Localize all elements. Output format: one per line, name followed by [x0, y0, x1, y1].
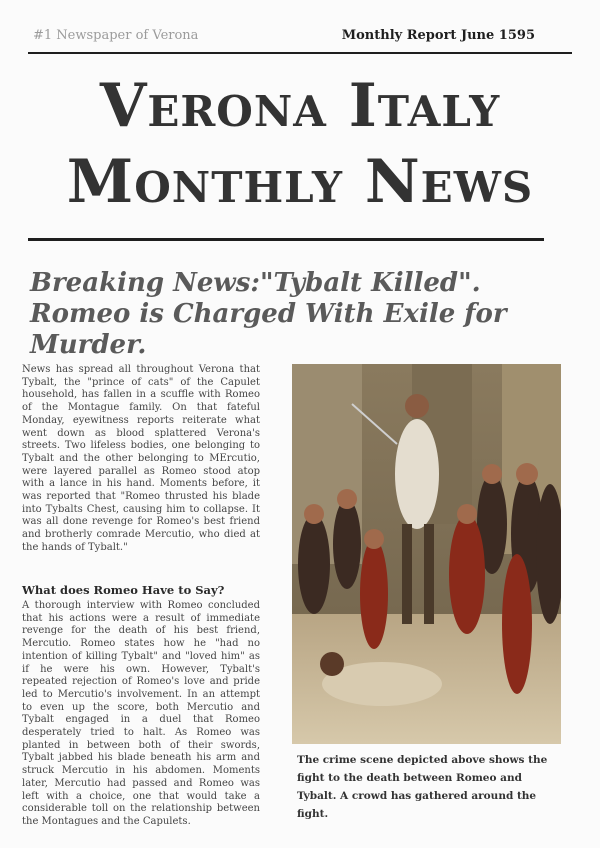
masthead-line-2: Monthly News [66, 147, 534, 217]
article-headline: Breaking News:"Tybalt Killed". Romeo is Charged With Exile for Murder. [30, 268, 507, 360]
photo-caption: The crime scene depicted above shows the fight to the death between Romeo and Tybalt. A crowd has gathered around the fight. [297, 754, 548, 820]
duel-scene-photo [292, 364, 561, 744]
issue-date: Monthly Report June 1595 [341, 28, 535, 43]
newspaper-tagline: #1 Newspaper of Verona [33, 28, 199, 43]
article-paragraph-2: A thorough interview with Romeo concluded that his actions were a result of immediate revenge for the death of his best friend, Mercutio. Romeo states how he "had no intention of killing Tybalt" and "loved him" as if he were his own. However, Tybalt's repeated rejection of Romeo's love and pride led to Mercutio's involvement. In an attempt to even up the score, both Mercutio and Tybalt engaged in a duel that Romeo desperately tried to halt. As Romeo was planted in between both of their swords, Tybalt jabbed his blade beneath his arm and struck Mercutio in his abdomen. Moments later, Mercutio had passed and Romeo was left with a choice, one that would take a considerable toll on the relationship between the Montagues and the Capulets. [22, 600, 260, 827]
masthead-title [0, 68, 600, 220]
masthead-rule [28, 238, 544, 241]
article-subheading: What does Romeo Have to Say? [22, 583, 225, 597]
masthead-line-1: Verona Italy [99, 71, 501, 141]
article-paragraph-1: News has spread all throughout Verona that Tybalt, the "prince of cats" of the Capulet household, has fallen in a scuffle with Romeo of the Montague family. On that fateful Monday, eyewitness reports reiterate what went down as blood splattered Verona's streets. Two lifeless bodies, one belonging to Tybalt and the other belonging to MErcutio, were layered parallel as Romeo stood atop with a lance in his hand. Moments before, it was reported that "Romeo thrusted his blade into Tybalts Chest, causing him to collapse. It was all done revenge for Romeo's best friend and brotherly comrade Mercutio, who died at the hands of Tybalt." [22, 364, 260, 553]
